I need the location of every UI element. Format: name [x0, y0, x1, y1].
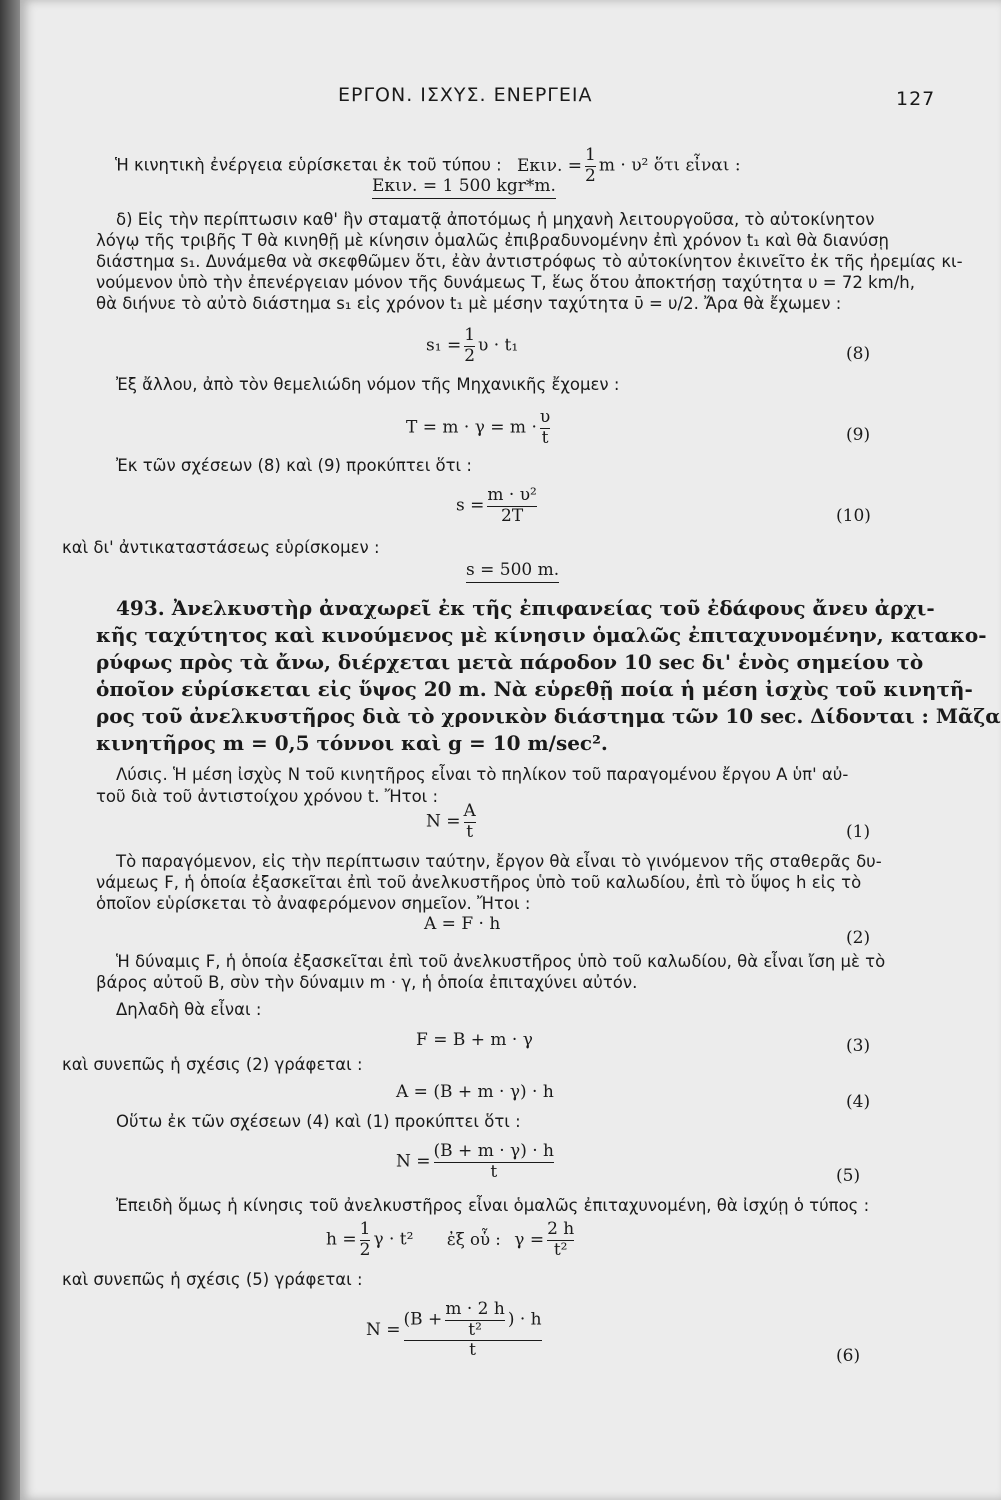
paragraph-line: Τὸ παραγόμενον, εἰς τὴν περίπτωσιν ταύτην, ἔργον θὰ εἶναι τὸ γινόμενον τῆς σταθερᾶς δυ- — [116, 852, 882, 871]
formula-lhs: Eκιν. = — [516, 155, 583, 176]
page-number: 127 — [896, 88, 936, 110]
eq-fraction — [540, 408, 550, 448]
paragraph-line: Ἐκ τῶν σχέσεων (8) καὶ (9) προκύπτει ὅτι : — [116, 456, 472, 475]
running-header: ΕΡΓΟΝ. ΙΣΧΥΣ. ΕΝΕΡΓΕΙΑ — [338, 84, 593, 106]
eq-fraction — [487, 486, 536, 526]
equation-label: (5) — [836, 1166, 861, 1186]
equation-4: A = (B + m · γ) · h — [396, 1082, 554, 1102]
eq-rhs: υ · t₁ — [478, 335, 519, 356]
fraction-denominator: 2 — [359, 1239, 371, 1260]
eq-fraction — [360, 1220, 371, 1260]
problem-statement-line: ρος τοῦ ἀνελκυστῆρος διὰ τὸ χρονικὸν διάστημα τῶν 10 sec. Δίδονται : Μᾶζα — [96, 704, 1001, 728]
equation-8 — [426, 326, 518, 366]
paragraph-line: θὰ διήνυε τὸ αὐτὸ διάστημα s₁ εἰς χρόνον t₁ μὲ μέσην ταχύτητα ῡ = υ/2. Ἄρα θὰ ἔχωμεν : — [96, 294, 842, 313]
paragraph-line: καὶ συνεπῶς ἡ σχέσις (5) γράφεται : — [62, 1270, 363, 1289]
fraction-denominator: 2 — [585, 165, 596, 186]
problem-number: 493. — [116, 596, 165, 620]
equation-label: (9) — [846, 425, 871, 445]
equation-10 — [456, 486, 540, 526]
fraction-numerator: (B + m · γ) · h — [433, 1141, 554, 1161]
eq-fraction — [464, 326, 475, 366]
fraction-denominator: t² — [547, 1240, 574, 1261]
paragraph-line: καὶ δι' ἀντικαταστάσεως εὑρίσκομεν : — [62, 538, 380, 557]
eq-fraction-inner — [445, 1300, 505, 1340]
equation-6 — [366, 1300, 545, 1361]
equation-2: A = F · h — [424, 914, 501, 934]
fraction-numerator: 1 — [585, 145, 596, 165]
equation-label: (2) — [846, 928, 871, 948]
inner-right: ) · h — [507, 1309, 542, 1330]
equation-label: (4) — [846, 1092, 871, 1112]
fraction-numerator — [404, 1300, 542, 1340]
eq-lhs: N = — [426, 811, 461, 832]
eq-fraction — [464, 802, 476, 842]
eq-fraction-outer — [404, 1300, 542, 1361]
fraction-numerator: m · υ² — [487, 485, 537, 505]
eq-lhs: N = — [396, 1151, 431, 1172]
formula-rhs: m · υ² ὅτι εἶναι : — [598, 155, 741, 176]
paragraph-line: Δηλαδὴ θὰ εἶναι : — [116, 1000, 262, 1019]
fraction-numerator: υ — [539, 407, 551, 427]
paragraph-line: Ἐπειδὴ ὅμως ἡ κίνησις τοῦ ἀνελκυστῆρος εἶναι ὁμαλῶς ἐπιταχυνομένη, θὰ ἰσχύῃ ὁ τύπος : — [116, 1196, 870, 1215]
paragraph-line: καὶ συνεπῶς ἡ σχέσις (2) γράφεται : — [62, 1055, 363, 1074]
equation-1 — [426, 802, 479, 842]
problem-statement-line — [116, 596, 935, 620]
eq-fraction — [434, 1142, 554, 1182]
fraction-numerator: A — [463, 801, 476, 821]
fraction-numerator: m · 2 h — [445, 1299, 505, 1319]
book-spine-shadow — [0, 0, 20, 1500]
equation-3: F = B + m · γ — [416, 1030, 533, 1050]
equation-label: (1) — [846, 822, 871, 842]
fraction-denominator: t — [404, 1340, 542, 1361]
problem-statement-line: κῆς ταχύτητος καὶ κινούμενος μὲ κίνησιν ὁμαλῶς ἐπιταχυνομένην, κατακο- — [96, 623, 987, 647]
fraction-numerator: 2 h — [547, 1219, 575, 1239]
paragraph-line: λόγῳ τῆς τριβῆς T θὰ κινηθῇ μὲ κίνησιν ὁμαλῶς ἐπιβραδυνομένην ἐπὶ χρόνον t₁ καὶ θὰ διανύσῃ — [96, 231, 889, 250]
solution-line: τοῦ διὰ τοῦ ἀντιστοίχου χρόνου t. Ἤτοι : — [96, 787, 439, 806]
paragraph-line: Οὕτω ἐκ τῶν σχέσεων (4) καὶ (1) προκύπτει ὅτι : — [116, 1112, 521, 1131]
eq-lhs: N = — [366, 1319, 401, 1340]
paragraph-line: βάρος αὐτοῦ B, σὺν τὴν δύναμιν m · γ, ἡ ὁποία ἐπιταχύνει αὐτόν. — [96, 973, 638, 992]
paragraph-line: διάστημα s₁. Δυνάμεθα νὰ σκεφθῶμεν ὅτι, ἐὰν ἀντιστρόφως τὸ αὐτοκίνητον ἐκινεῖτο ἐκ τῆς ἠρεμίας κι- — [96, 252, 963, 271]
eq-lhs: s₁ = — [426, 335, 462, 356]
distance-result: s = 500 m. — [466, 560, 559, 583]
paragraph-line: νούμενον ὑπὸ τὴν ἐπενέργειαν μόνον τῆς δυνάμεως T, ἕως ὅτου ἀποκτήσῃ ταχύτητα υ = 72 km/h, — [96, 273, 915, 292]
fraction-numerator: 1 — [359, 1219, 371, 1239]
problem-statement-line: κινητῆρος m = 0,5 τόννοι καὶ g = 10 m/sec². — [96, 731, 608, 755]
fraction-denominator: 2T — [487, 506, 536, 527]
eq-fraction — [547, 1220, 574, 1260]
equation-label: (8) — [846, 344, 871, 364]
paragraph-line: ὁποῖον εὑρίσκεται τὸ ἀναφερόμενον σημεῖον. Ἤτοι : — [96, 894, 531, 913]
fraction-denominator: t — [541, 427, 549, 448]
equation-5 — [396, 1142, 557, 1182]
equation-9 — [406, 408, 553, 448]
paragraph-line: Ἐξ ἄλλου, ἀπὸ τὸν θεμελιώδη νόμον τῆς Μηχανικῆς ἔχομεν : — [116, 375, 620, 394]
equation-label: (6) — [836, 1346, 861, 1366]
eq-connector: ἐξ οὗ : — [446, 1229, 501, 1249]
intro-text: Ἡ κινητικὴ ἐνέργεια εὑρίσκεται ἐκ τοῦ τύπου : — [115, 155, 502, 175]
fraction-denominator: t² — [445, 1320, 505, 1341]
eq-rhs: γ · t² — [373, 1229, 414, 1250]
inner-left: (B + — [403, 1309, 443, 1330]
equation-label: (3) — [846, 1036, 871, 1056]
problem-statement-line: ὁποῖον εὑρίσκεται εἰς ὕψος 20 m. Νὰ εὑρεθῇ ποία ἡ μέση ἰσχὺς τοῦ κινητῆ- — [96, 677, 973, 701]
fraction-numerator: 1 — [464, 325, 476, 345]
book-page — [20, 0, 1001, 1500]
eq-lhs: T = m · γ = m · — [406, 417, 537, 438]
eq-lhs: h = — [326, 1229, 357, 1250]
paragraph-line: Ἡ δύναμις F, ἡ ὁποία ἐξασκεῖται ἐπὶ τοῦ ἀνελκυστῆρος ὑπὸ τοῦ καλωδίου, θὰ εἶναι ἴση μὲ τὸ — [116, 952, 886, 971]
formula-fraction — [585, 146, 596, 186]
paragraph-line: δ) Εἰς τὴν περίπτωσιν καθ' ἣν σταματᾷ ἀποτόμως ἡ μηχανὴ λειτουργοῦσα, τὸ αὐτοκίνητον — [116, 210, 875, 229]
equation-label: (10) — [836, 506, 871, 526]
eq-lhs: s = — [456, 495, 485, 516]
eq-lhs: γ = — [514, 1229, 545, 1250]
fraction-denominator: t — [464, 822, 476, 843]
problem-text: Ἀνελκυστὴρ ἀναχωρεῖ ἐκ τῆς ἐπιφανείας τοῦ ἐδάφους ἄνευ ἀρχι- — [171, 596, 935, 620]
problem-statement-line: ρύφως πρὸς τὰ ἄνω, διέρχεται μετὰ πάροδον 10 sec δι' ἑνὸς σημείου τὸ — [96, 650, 924, 674]
fraction-denominator: t — [434, 1162, 554, 1183]
equation-height — [326, 1220, 577, 1260]
solution-line: Λύσις. Ἡ μέση ἰσχὺς N τοῦ κινητῆρος εἶναι τὸ πηλίκον τοῦ παραγομένου ἔργου A ὑπ' αὐ- — [116, 765, 849, 784]
kinetic-energy-result: Eκιν. = 1 500 kgr*m. — [372, 176, 556, 199]
fraction-denominator: 2 — [464, 345, 476, 366]
paragraph-line: νάμεως F, ἡ ὁποία ἐξασκεῖται ἐπὶ τοῦ ἀνελκυστῆρος ὑπὸ τοῦ καλωδίου, ἐπὶ τὸ ὕψος h εἰς τὸ — [96, 873, 862, 892]
